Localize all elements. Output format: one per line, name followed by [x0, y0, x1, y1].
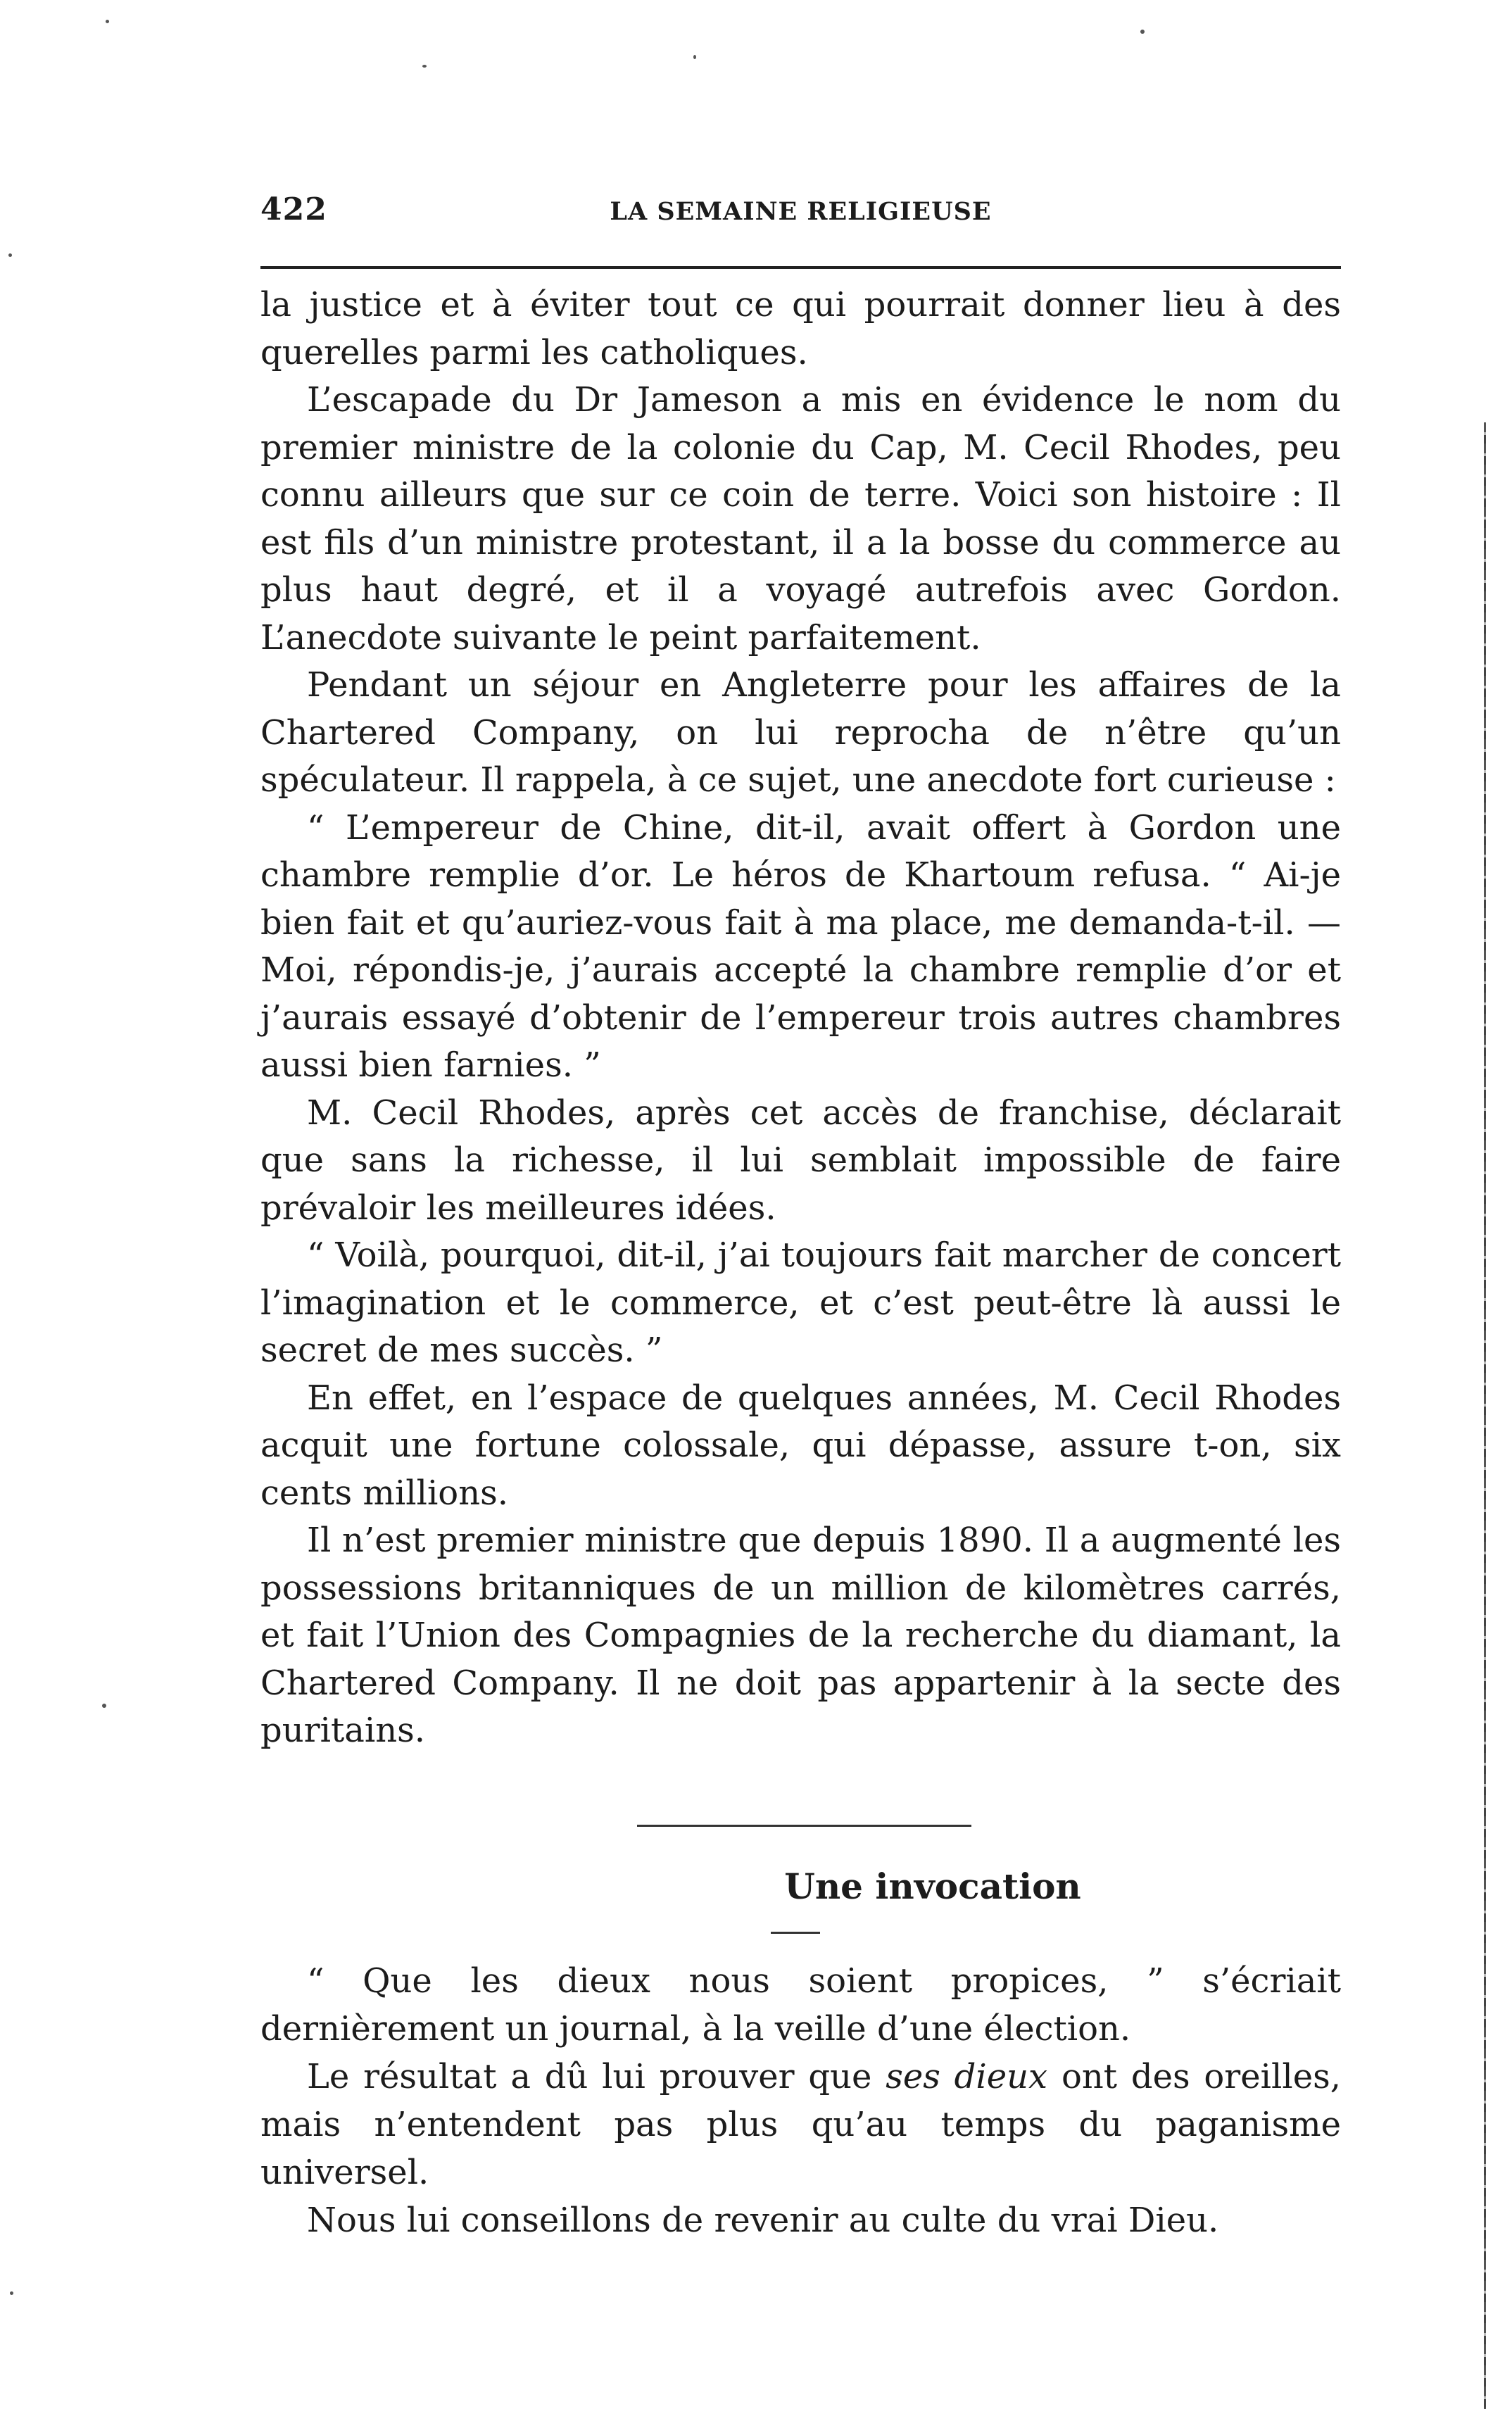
paragraph: Il n’est premier ministre que depuis 1890. Il a augmenté les possessions britanniques de un million de kilomètres carrés, et fait l’Union des Compagnies de la recherche du diamant, la Chartered Company. Il ne doit pas appartenir à la secte des puritains. — [260, 1521, 1341, 1750]
scan-speck — [1140, 30, 1145, 34]
page-number: 422 — [260, 191, 327, 227]
paragraph: la justice et à éviter tout ce qui pourrait donner lieu à des querelles parmi les catholiques. — [260, 285, 1341, 372]
paragraph: “ Voilà, pourquoi, dit-il, j’ai toujours fait marcher de concert l’imagination et le commerce, et c’est peut-être là aussi le secret de mes succès. ” — [260, 1235, 1341, 1370]
paragraph: En effet, en l’espace de quelques années, M. Cecil Rhodes acquit une fortune colossale, qui dépasse, assure t-on, six cents millions. — [260, 1378, 1341, 1513]
scan-speck — [10, 2291, 13, 2295]
scan-speck — [106, 20, 109, 23]
paragraph: “ L’empereur de Chine, dit-il, avait offert à Gordon une chambre remplie d’or. Le héros de Khartoum refusa. “ Ai-je bien fait et qu’auriez-vous fait à ma place, me demanda-t-il. — Moi, répondis-je, j’aurais accepté la chambre remplie d’or et j’aurais essayé d’obtenir de l’empereur trois autres chambres aussi bien farnies. ” — [260, 807, 1341, 1085]
scan-speck — [102, 1704, 106, 1708]
paragraph — [260, 2053, 1341, 2196]
scan-speck — [693, 55, 696, 59]
section-divider — [637, 1825, 971, 1827]
page-header — [260, 191, 1341, 241]
text-run: ont des oreilles, mais n’entendent pas plus qu’au temps du paganisme universel. — [260, 2057, 1342, 2192]
paragraph: M. Cecil Rhodes, après cet accès de franchise, déclarait que sans la richesse, il lui semblait impossible de faire prévaloir les meilleures idées. — [260, 1093, 1341, 1228]
paragraph: L’escapade du Dr Jameson a mis en évidence le nom du premier ministre de la colonie du Cap, M. Cecil Rhodes, peu connu ailleurs que sur ce coin de terre. Voici son histoire : Il est fils d’un ministre protestant, il a la bosse du commerce au plus haut degré, et il a voyagé autrefois avec Gordon. L’anecdote suivante le peint parfaitement. — [260, 380, 1341, 658]
scan-speck — [8, 253, 12, 257]
header-rule — [260, 266, 1341, 269]
text-run: Le résultat a dû lui prouver que — [307, 2057, 886, 2096]
article-body — [260, 282, 1341, 1755]
paragraph: “ Que les dieux nous soient propices, ” s’écriait dernièrement un journal, à la veille d’une élection. — [260, 1961, 1341, 2049]
scan-edge-line — [1484, 422, 1486, 2409]
running-title: LA SEMAINE RELIGIEUSE — [610, 197, 992, 226]
section-title: Une invocation — [784, 1866, 1081, 1907]
section-body — [260, 1957, 1341, 2244]
paragraph: Pendant un séjour en Angleterre pour les affaires de la Chartered Company, on lui reprocha de n’être qu’un spéculateur. Il rappela, à ce sujet, une anecdote fort curieuse : — [260, 665, 1341, 800]
title-dash — [771, 1932, 820, 1934]
paragraph: Nous lui conseillons de revenir au culte du vrai Dieu. — [307, 2201, 1219, 2240]
scan-speck — [422, 65, 427, 68]
italic-text: ses dieux — [886, 2057, 1048, 2096]
